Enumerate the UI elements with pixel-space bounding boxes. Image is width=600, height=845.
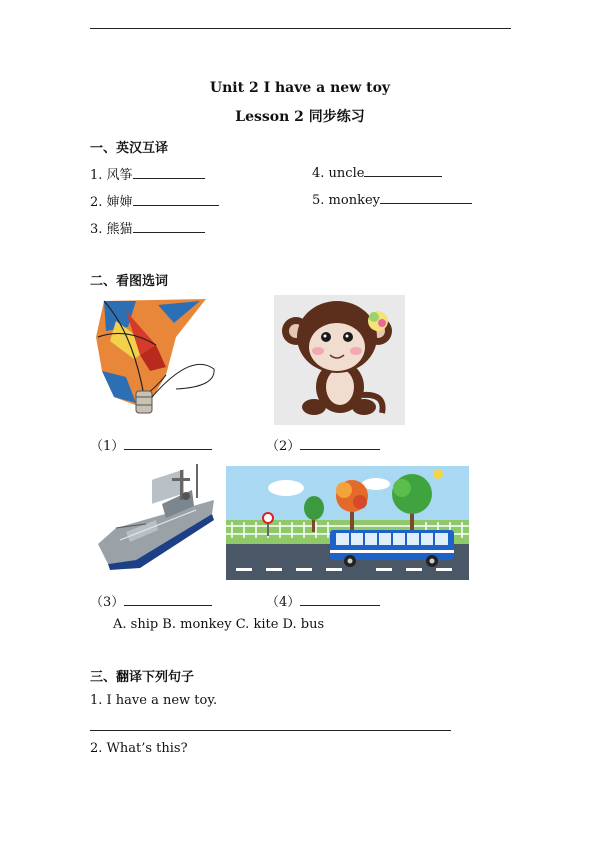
- sentence-1: 1. I have a new toy.: [90, 693, 218, 708]
- answer-blank[interactable]: [364, 164, 442, 177]
- picture-label-3: [90, 591, 212, 610]
- item-number: 5.: [312, 193, 325, 208]
- exercise-item-5: [312, 191, 472, 208]
- item-number: 1.: [90, 168, 103, 183]
- item-number: 3.: [90, 222, 103, 237]
- ship-picture: [96, 460, 218, 572]
- bus-picture: [226, 466, 469, 580]
- answer-blank[interactable]: [124, 437, 212, 450]
- label-number: （4）: [266, 595, 301, 610]
- exercise-item-1: [90, 164, 205, 183]
- label-number: （1）: [90, 439, 125, 454]
- item-text: 熊猫: [106, 222, 133, 237]
- answer-blank[interactable]: [133, 193, 219, 206]
- monkey-picture: [274, 295, 405, 425]
- answer-blank[interactable]: [300, 437, 380, 450]
- section-heading-picture-words: 二、看图选词: [90, 274, 169, 289]
- exercise-item-3: [90, 218, 205, 237]
- section-heading-sentence-translation: 三、翻译下列句子: [90, 670, 195, 685]
- answer-blank[interactable]: [133, 166, 205, 179]
- page-title: Unit 2 I have a new toy: [209, 80, 391, 96]
- answer-blank[interactable]: [380, 191, 472, 204]
- picture-label-2: [266, 435, 380, 454]
- item-text: uncle: [328, 166, 365, 181]
- answer-blank[interactable]: [133, 220, 205, 233]
- section-heading-translation: 一、英汉互译: [90, 141, 169, 156]
- exercise-item-2: [90, 191, 219, 210]
- answer-blank[interactable]: [124, 593, 212, 606]
- answer-line[interactable]: [90, 730, 451, 731]
- item-text: 婶婶: [106, 195, 133, 210]
- label-number: （3）: [90, 595, 125, 610]
- label-number: （2）: [266, 439, 301, 454]
- item-text: 风筝: [106, 168, 133, 183]
- picture-label-4: [266, 591, 380, 610]
- item-number: 2.: [90, 195, 103, 210]
- item-number: 4.: [312, 166, 325, 181]
- page-subtitle: Lesson 2 同步练习: [235, 109, 365, 125]
- picture-label-1: [90, 435, 212, 454]
- kite-picture: [96, 297, 218, 425]
- top-rule: [90, 28, 511, 29]
- exercise-item-4: [312, 164, 442, 181]
- answer-blank[interactable]: [300, 593, 380, 606]
- word-options: A. ship B. monkey C. kite D. bus: [113, 617, 325, 632]
- item-text: monkey: [328, 193, 380, 208]
- sentence-2: 2. What’s this?: [90, 741, 188, 756]
